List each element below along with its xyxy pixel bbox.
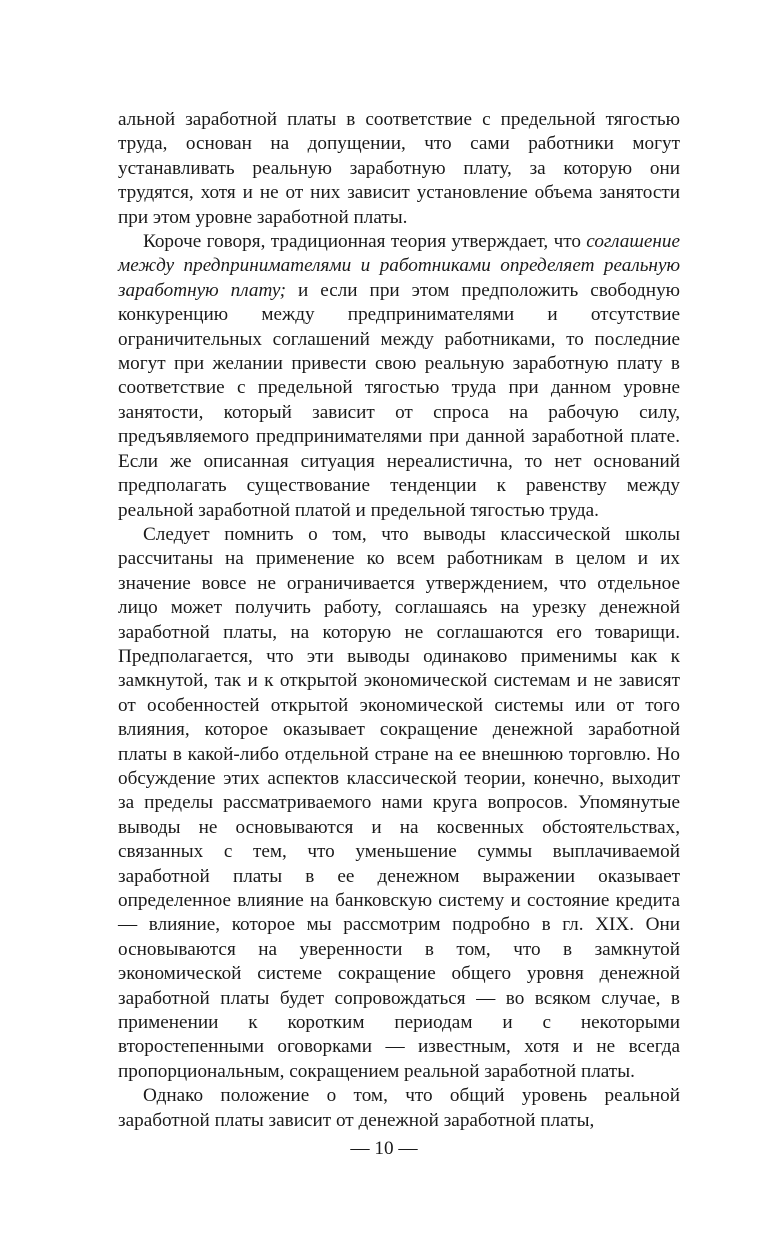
paragraph-4: Однако положение о том, что общий уровень реальной заработной платы зависит от денежной заработной платы, xyxy=(118,1085,680,1131)
page-number: — 10 — xyxy=(350,1138,418,1159)
paragraph-2-italic: соглашение между предпринимателями и работниками определяет реальную заработную плату; xyxy=(118,231,680,301)
paragraph-2-lead: Короче говоря, традиционная теория утверждает, что xyxy=(143,231,587,253)
paragraph-2-rest: и если при этом предположить свободную конкуренцию между предпринимателями и отсутствие ограничительных соглашений между работниками, то последние могут при желании привести свою реальную заработную плату в соответствие с предельной тягостью труда при данном уровне занятости, который зависит от спроса на рабочую силу, предъявляемого предпринимателями при данной заработной плате. Если же описанная ситуация нереалистична, то нет оснований предполагать существование тенденции к равенству между реальной заработной платой и предельной тягостью труда. xyxy=(118,279,680,521)
page-body xyxy=(118,108,680,1133)
paragraph-1: альной заработной платы в соответствие с предельной тягостью труда, основан на допущении, что сами работники могут устанавливать реальную заработную плату, за которую они трудятся, хотя и не от них зависит установление объема занятости при этом уровне заработной платы. xyxy=(118,109,680,228)
paragraph-3: Следует помнить о том, что выводы классической школы рассчитаны на применение ко всем работникам в целом и их значение вовсе не ограничивается утверждением, что отдельное лицо может получить работу, соглашаясь на урезку денежной заработной платы, на которую не соглашаются его товарищи. Предполагается, что эти выводы одинаково применимы как к замкнутой, так и к открытой экономической системам и не зависят от особенностей открытой экономической системы или от того влияния, которое оказывает сокращение денежной заработной платы в какой-либо отдельной стране на ее внешнюю торговлю. Но обсуждение этих аспектов классической теории, конечно, выходит за пределы рассматриваемого нами круга вопросов. Упомянутые выводы не основываются и на косвенных обстоятельствах, связанных с тем, что уменьшение суммы выплачиваемой заработной платы в ее денежном выражении оказывает определенное влияние на банковскую систему и состояние кредита — влияние, которое мы рассмотрим подробно в гл. XIX. Они основываются на уверенности в том, что в замкнутой экономической системе сокращение общего уровня денежной заработной платы будет сопровождаться — во всяком случае, в применении к коротким периодам и с некоторыми второстепенными оговорками — известным, хотя и не всегда пропорциональным, сокращением реальной заработной платы. xyxy=(118,523,680,1082)
paragraph-2 xyxy=(118,230,680,523)
